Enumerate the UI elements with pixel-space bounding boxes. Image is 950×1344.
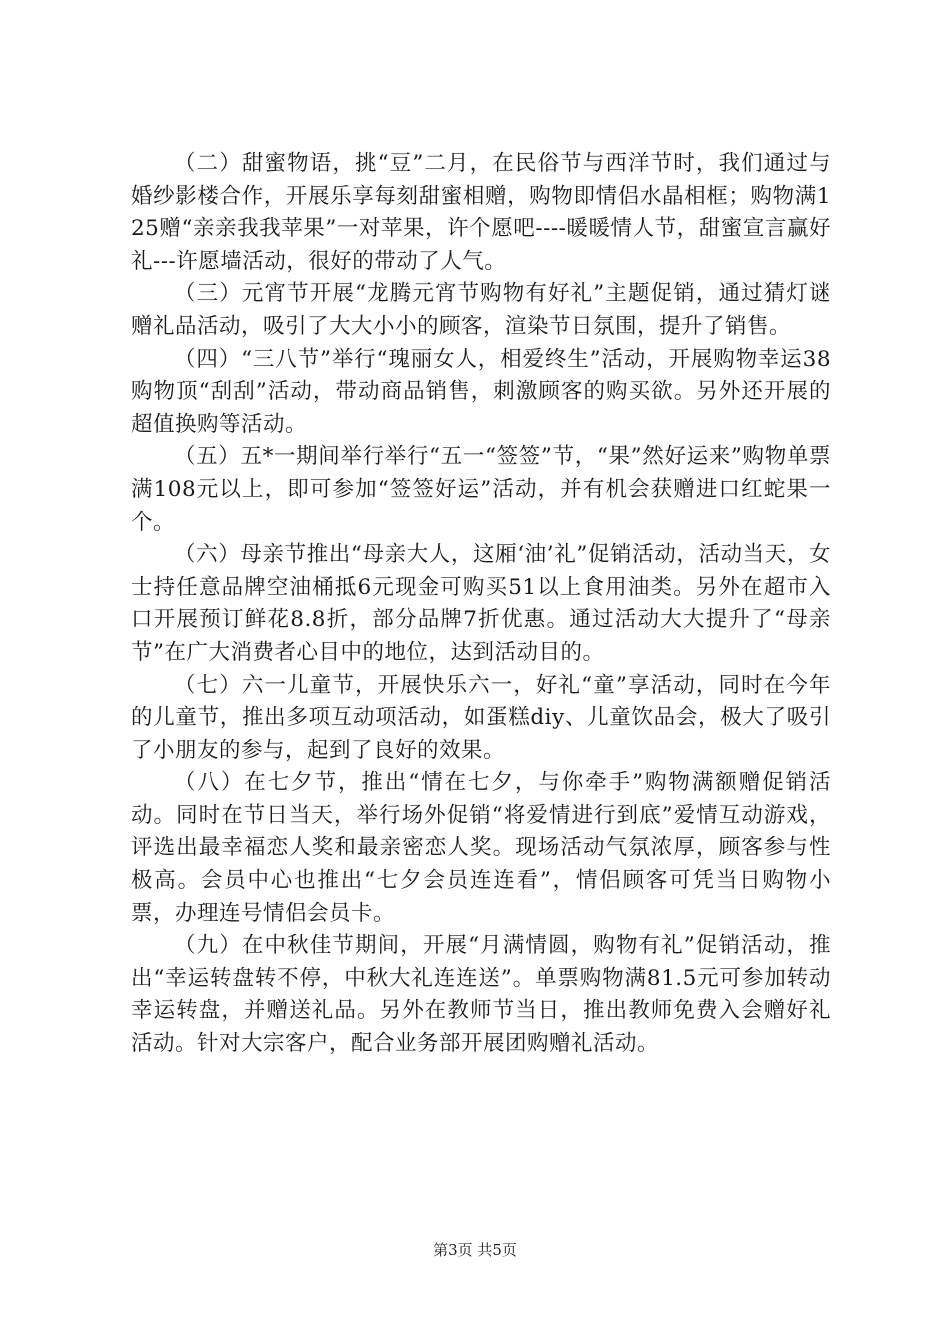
paragraph-3: （三）元宵节开展“龙腾元宵节购物有好礼”主题促销，通过猜灯谜赠礼品活动，吸引了大大小小的顾客，渲染节日氛围，提升了销售。 (131, 281, 831, 339)
page-number: 第3页 共5页 (433, 1241, 517, 1259)
paragraph-5: （五）五*一期间举行举行“五一“签签”节，“果”然好运来”购物单票满108元以上，即可参加“签签好运”活动，并有机会获赠进口红蛇果一个。 (131, 444, 831, 535)
paragraph-6: （六）母亲节推出“母亲大人，这厢‘油’礼”促销活动，活动当天，女士持任意品牌空油桶抵6元现金可购买51以上食用油类。另外在超市入口开展预订鲜花8.8折，部分品牌7折优惠。通过活动大大提升了“母亲节”在广大消费者心目中的地位，达到活动目的。 (131, 542, 831, 665)
paragraph-7: （七）六一儿童节，开展快乐六一，好礼“童”享活动，同时在今年的儿童节，推出多项互动项活动，如蛋糕diy、儿童饮品会，极大了吸引了小朋友的参与，起到了良好的效果。 (131, 672, 831, 763)
page-footer (0, 1240, 950, 1260)
paragraph-9: （九）在中秋佳节期间，开展“月满情圆，购物有礼”促销活动，推出“幸运转盘转不停，中秋大礼连连送”。单票购物满81.5元可参加转动幸运转盘，并赠送礼品。另外在教师节当日，推出教师免费入会赠好礼活动。针对大宗客户，配合业务部开展团购赠礼活动。 (131, 933, 831, 1057)
paragraph-8: （八）在七夕节，推出“情在七夕，与你牵手”购物满额赠促销活动。同时在节日当天，举行场外促销“将爱情进行到底”爱情互动游戏，评选出最幸福恋人奖和最亲密恋人奖。现场活动气氛浓厚，顾客参与性极高。会员中心也推出“七夕会员连连看”，情侣顾客可凭当日购物小票，办理连号情侣会员卡。 (131, 770, 831, 926)
paragraph-2: （二）甜蜜物语，挑“豆”二月，在民俗节与西洋节时，我们通过与婚纱影楼合作，开展乐享每刻甜蜜相赠，购物即情侣水晶相框；购物满125赠“亲亲我我苹果”一对苹果，许个愿吧----暖暖情人节，甜蜜宣言赢好礼---许愿墙活动，很好的带动了人气。 (131, 151, 831, 274)
document-body (131, 148, 831, 1061)
paragraph-4: （四）“三八节”举行“瑰丽女人，相爱终生”活动，开展购物幸运38购物顶“刮刮”活动，带动商品销售，刺激顾客的购买欲。另外还开展的超值换购等活动。 (131, 346, 831, 437)
